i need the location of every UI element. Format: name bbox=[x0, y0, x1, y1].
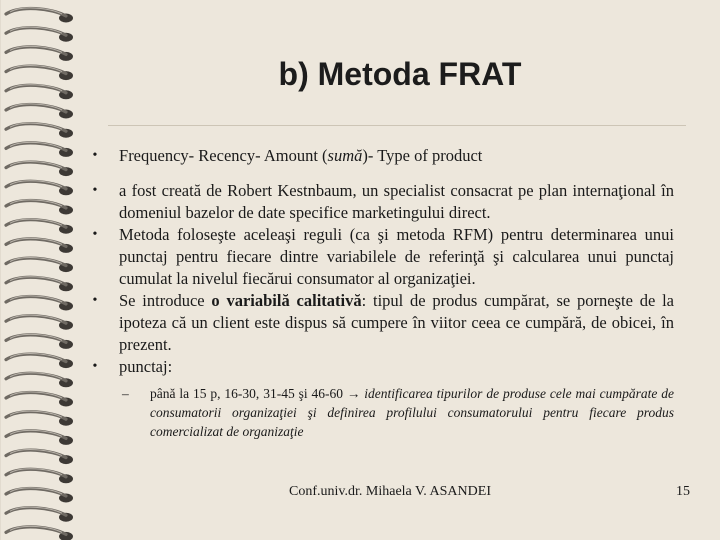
binding-ring bbox=[6, 430, 73, 445]
binding-ring bbox=[6, 296, 73, 311]
binding-ring bbox=[6, 46, 73, 61]
dash-marker: – bbox=[122, 386, 129, 401]
binding-ring bbox=[6, 277, 73, 292]
binding-ring bbox=[6, 104, 73, 119]
binding-ring bbox=[6, 526, 73, 540]
bullet-dot: • bbox=[92, 293, 98, 308]
binding-ring bbox=[6, 373, 73, 388]
binding-ring bbox=[6, 488, 73, 503]
binding-ring bbox=[6, 334, 73, 349]
bullet-dot: • bbox=[92, 148, 98, 163]
binding-ring bbox=[6, 181, 73, 196]
binding-ring bbox=[6, 238, 73, 253]
title-divider bbox=[108, 125, 686, 126]
bullet-text: Se introduce o variabilă calitativă: tipul de produs cumpărat, se porneşte de la ipoteza că un client este dispus să cumpere în viitor ceea ce cumpără, de obicei, în prezent. bbox=[119, 291, 674, 354]
bullet-text: punctaj: bbox=[119, 357, 173, 376]
bullet-score bbox=[90, 356, 674, 378]
binding-ring bbox=[6, 8, 73, 23]
binding-ring bbox=[6, 450, 73, 465]
bullet-method-rules bbox=[90, 224, 674, 290]
binding-ring bbox=[6, 200, 73, 215]
bullet-creator bbox=[90, 180, 674, 224]
footer-author: Conf.univ.dr. Mihaela V. ASANDEI bbox=[289, 484, 491, 499]
bold-phrase: o variabilă calitativă bbox=[211, 291, 362, 310]
binding-ring bbox=[6, 66, 73, 81]
binding-ring bbox=[6, 469, 73, 484]
spiral-binding bbox=[0, 0, 80, 540]
bullet-dot: • bbox=[92, 183, 98, 198]
bullet-text: Metoda foloseşte aceleaşi reguli (ca şi metoda RFM) pentru determinarea unui punctaj pentru fiecare dintre variabilele de referinţă şi calcularea unui punctaj cumulat la nivelul fiecărui consumator al organizaţiei. bbox=[119, 225, 674, 288]
binding-ring bbox=[6, 27, 73, 42]
sub-bullet-score-ranges: – până la 15 p, 16-30, 31-45 şi 46-60 → identificarea tipurilor de produse cele mai cumpărate de consumatorii organizaţiei şi definirea profilului consumatorului pentru fiecare produs comercializat de organizaţie bbox=[122, 386, 675, 439]
bullet-text: a fost creată de Robert Kestnbaum, un specialist consacrat pe plan internaţional în domeniul bazelor de date specifice marketingului direct. bbox=[119, 181, 674, 222]
binding-ring bbox=[6, 123, 73, 138]
binding-ring bbox=[6, 315, 73, 330]
bullet-dot: • bbox=[92, 227, 98, 242]
emphasis-text: identificarea tipurilor de produse cele mai cumpărate de consumatorii organizaţiei şi definirea profilului consumatorului pentru fiecare produs comercializat de organizaţie bbox=[150, 386, 675, 439]
binding-ring bbox=[6, 142, 73, 157]
frat-text: Frequency- Recency- Amount (sumă)- Type of product bbox=[119, 146, 483, 165]
bullet-qualitative-variable bbox=[90, 290, 674, 356]
page-number: 15 bbox=[676, 484, 690, 499]
binding-ring bbox=[6, 392, 73, 407]
binding-ring bbox=[6, 258, 73, 273]
slide-body bbox=[90, 145, 674, 441]
binding-ring bbox=[6, 354, 73, 369]
slide-title: b) Metoda FRAT bbox=[278, 56, 522, 92]
arrow-right-icon: → bbox=[346, 386, 361, 401]
binding-ring bbox=[6, 507, 73, 522]
binding-ring bbox=[6, 85, 73, 100]
bullet-frat-definition bbox=[90, 145, 674, 167]
binding-ring bbox=[6, 219, 73, 234]
bullet-dot: • bbox=[92, 359, 98, 374]
binding-ring bbox=[6, 162, 73, 177]
binding-ring bbox=[6, 411, 73, 426]
